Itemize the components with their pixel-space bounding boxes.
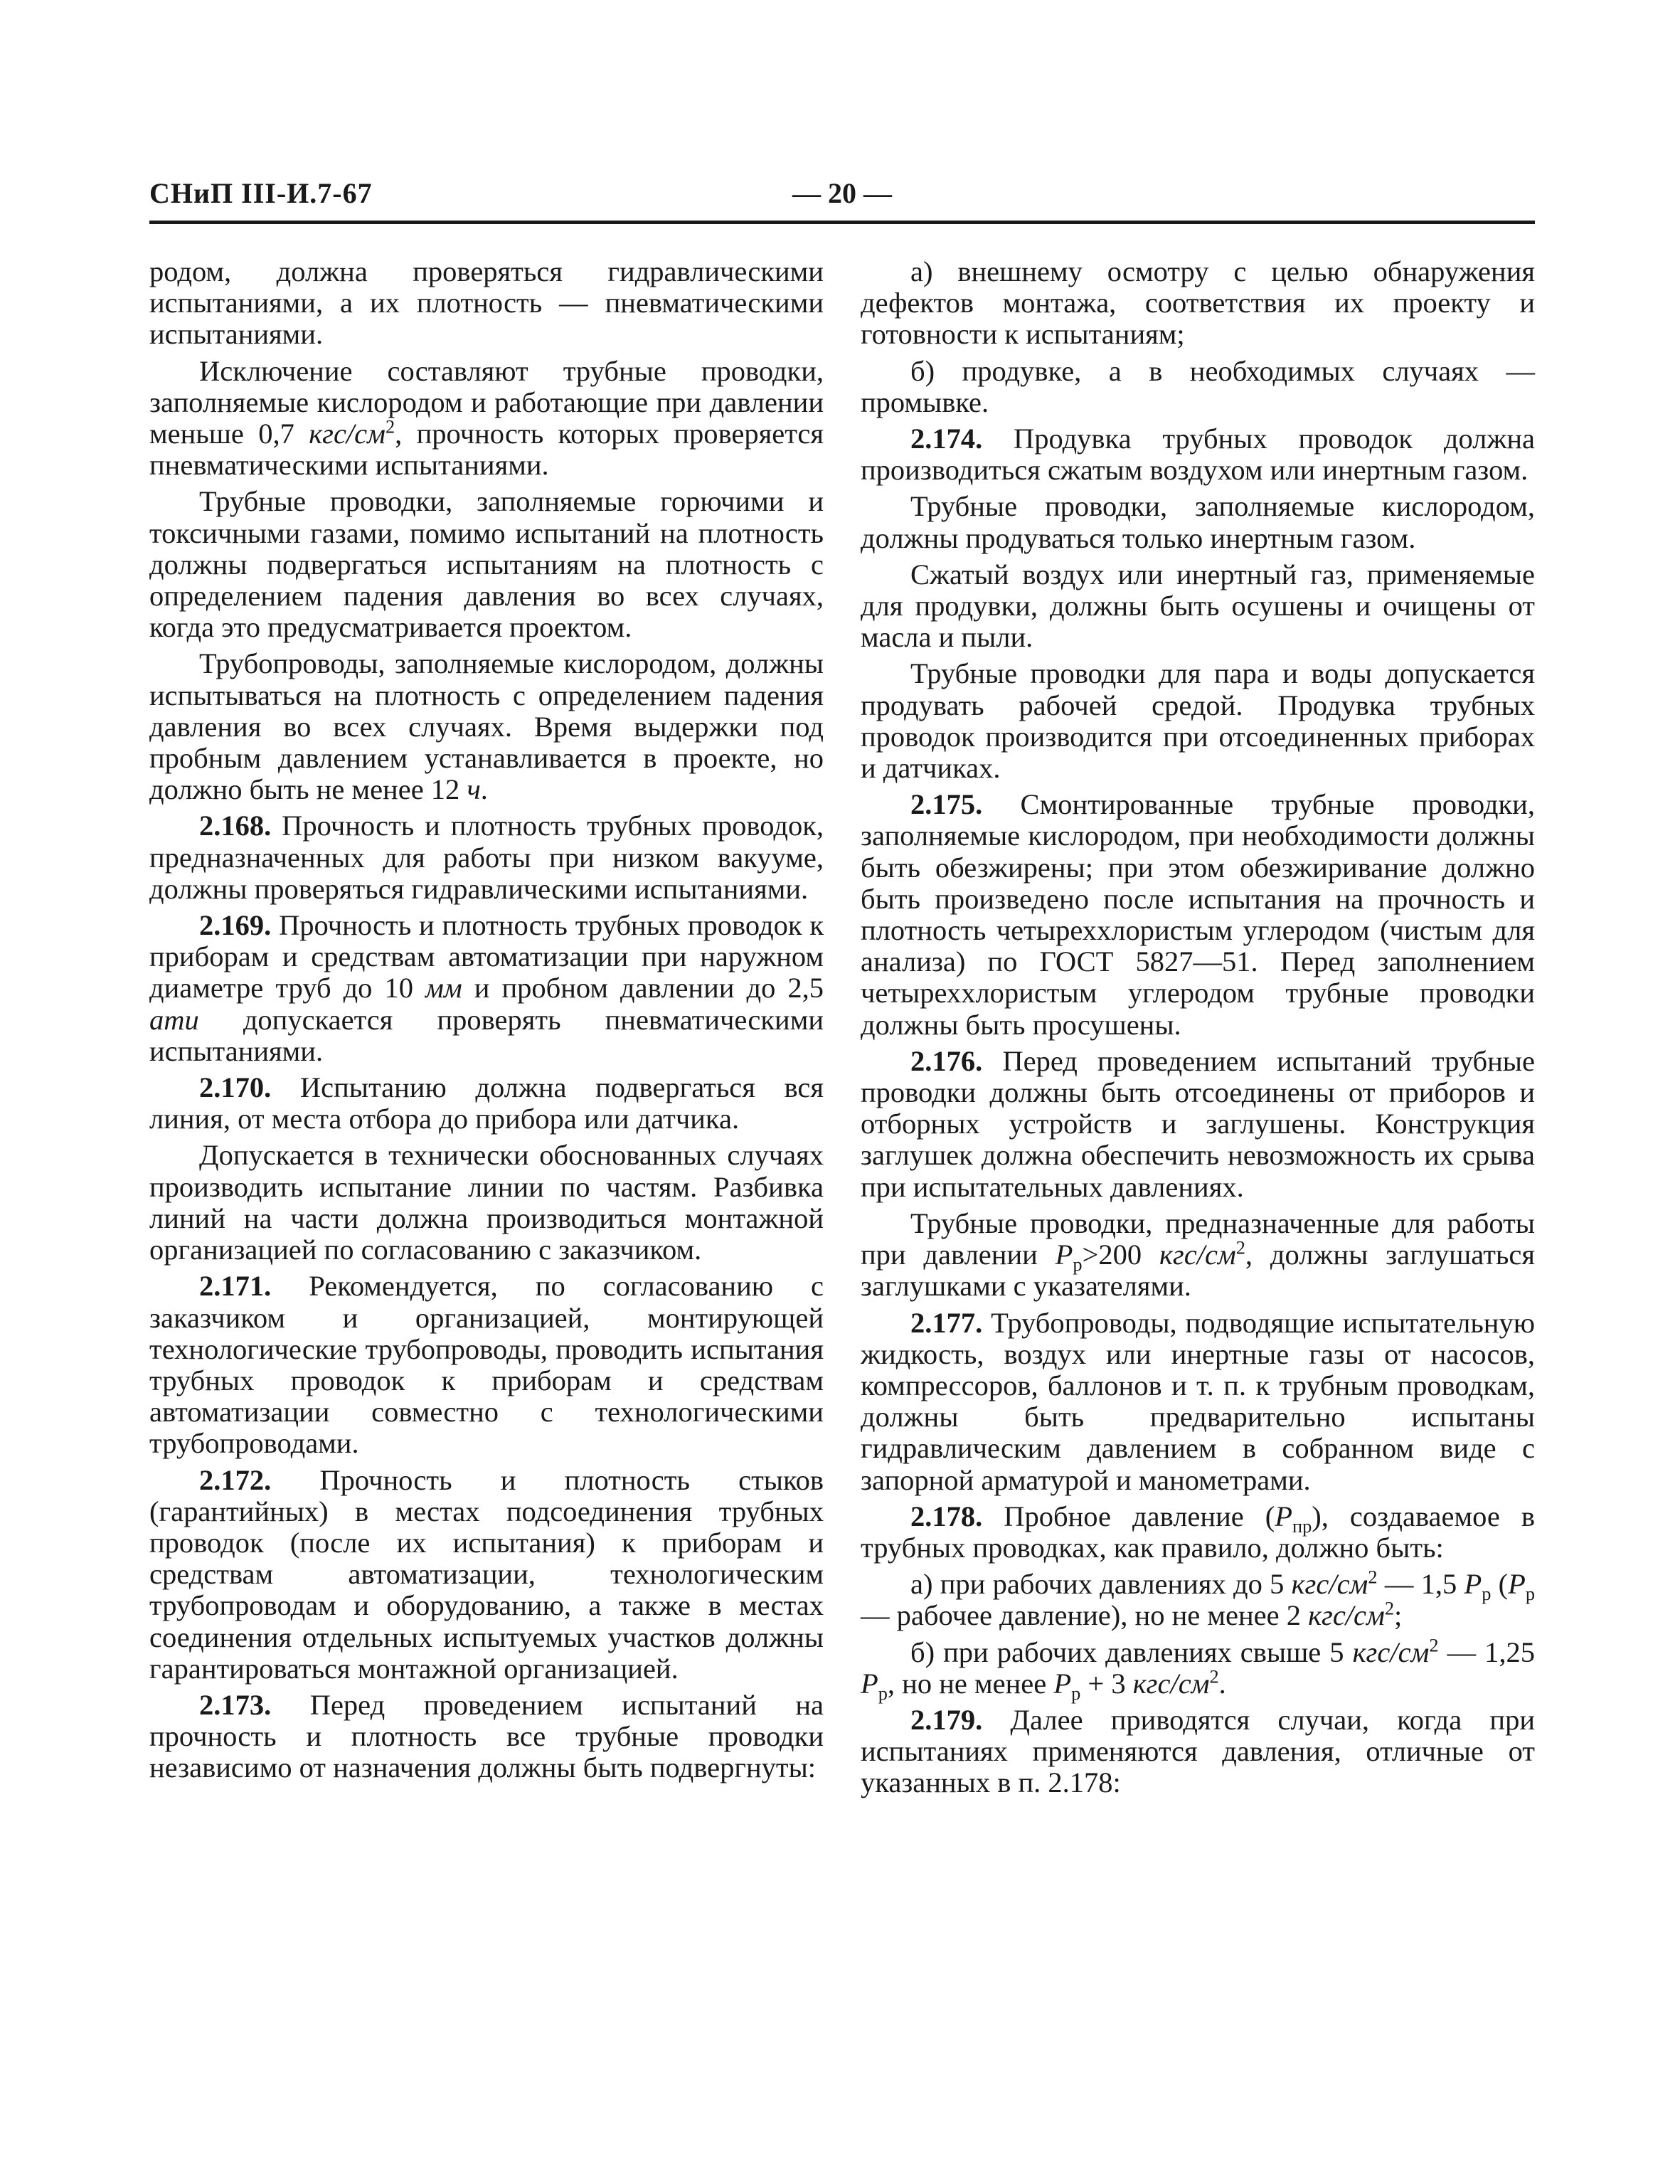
section-2-170: 2.170. Испытанию должна подвергаться вся линия, от места отбора до прибора или датчика. [149, 1071, 824, 1135]
section-2-175: 2.175. Смонтированные трубные проводки, заполняемые кислородом, при необходимости должны быть обезжирены; при этом обезжиривание должно быть произведено после испытания на прочность и плотность четыреххлористым углеродом (чистым для анализа) по ГОСТ 5827—51. Перед заполнением четыреххлористым углеродом трубные проводки должны быть просушены. [861, 788, 1535, 1041]
page-header [149, 176, 1535, 219]
list-item: а) при рабочих давлениях до 5 кгс/$см^2$ — 1,5 $P_р$ ($P_р$ — рабочее давление), но не менее 2 кгс/$см^2$; [861, 1567, 1536, 1632]
section-number: 2.179. [910, 1703, 983, 1736]
section-number: 2.172. [199, 1463, 272, 1496]
list-item: б) продувке, а в необходимых случаях — промывке. [861, 354, 1535, 418]
paragraph: Трубопроводы, заполняемые кислородом, должны испытываться на плотность с определением падения давления во всех случаях. Время выдержки под пробным давлением устанавливается в проекте, но должно быть не менее 12 ч. [149, 647, 824, 806]
page-number: — 20 — [792, 177, 892, 209]
paragraph: родом, должна проверяться гидравлическими испытаниями, а их плотность — пневматическими испытаниями. [149, 255, 824, 351]
section-number: 2.175. [910, 788, 983, 821]
list-item: б) при рабочих давлениях свыше 5 кгс/$см^2$ — 1,25 $P_р$, но не менее $P_р + 3$ кгс/$см^2$. [861, 1635, 1536, 1704]
paragraph: Трубные проводки, предназначенные для работы при давлении $P_р>200$ кгс/$см^2$, должны заглушаться заглушками с указателями. [861, 1207, 1535, 1303]
section-2-179: 2.179. Далее приводятся случаи, когда при испытаниях применяются давления, отличные от указанных в п. 2.178: [861, 1703, 1535, 1799]
paragraph: Трубные проводки, заполняемые кислородом, должны продуваться только инертным газом. [861, 490, 1535, 554]
section-number: 2.176. [910, 1044, 983, 1077]
section-number: 2.173. [199, 1688, 272, 1721]
section-number: 2.177. [910, 1306, 983, 1339]
left-column [149, 256, 824, 1789]
section-number: 2.178. [910, 1500, 983, 1532]
section-2-171: 2.171. Рекомендуется, по согласованию с заказчиком и организацией, монтирующей технологические трубопроводы, проводить испытания трубных проводок к приборам и средствам автоматизации совместно с технологическими трубопроводами. [149, 1270, 824, 1460]
section-2-174: 2.174. Продувка трубных проводок должна производиться сжатым воздухом или инертным газом. [861, 423, 1535, 487]
section-2-173: 2.173. Перед проведением испытаний на прочность и плотность все трубные проводки независимо от назначения должны быть подвергнуты: [149, 1688, 824, 1784]
section-2-172: 2.172. Прочность и плотность стыков (гарантийных) в местах подсоединения трубных проводок (после их испытания) к приборам и средствам автоматизации, технологическим трубопроводам и оборудованию, а также в местах соединения отдельных испытуемых участков должны гарантироваться монтажной организацией. [149, 1463, 824, 1685]
right-column [861, 256, 1535, 1804]
section-number: 2.174. [910, 423, 983, 455]
section-2-169: 2.169. Прочность и плотность трубных проводок к приборам и средствам автоматизации при наружном диаметре труб до 10 мм и пробном давлении до 2,5 ати допускается проверять пневматическими испытаниями. [149, 909, 824, 1067]
section-2-178: 2.178. Пробное давление $(P_{пр})$, создаваемое в трубных проводках, как правило, должно быть: [861, 1500, 1535, 1564]
header-rule [149, 221, 1535, 224]
section-number: 2.171. [199, 1270, 272, 1303]
paragraph: Трубные проводки, заполняемые горючими и токсичными газами, помимо испытаний на плотность должны подвергаться испытаниям на плотность с определением падения давления во всех случаях, когда это предусматривается проектом. [149, 485, 824, 644]
paragraph: Исключение составляют трубные проводки, заполняемые кислородом и работающие при давлении меньше 0,7 кгс/$см^2$, прочность которых проверяется пневматическими испытаниями. [149, 354, 824, 482]
paragraph: Трубные проводки для пара и воды допускается продувать рабочей средой. Продувка трубных проводок производится при отсоединенных приборах и датчиках. [861, 657, 1535, 785]
section-number: 2.169. [199, 909, 272, 942]
section-number: 2.170. [199, 1071, 272, 1104]
paragraph: Допускается в технически обоснованных случаях производить испытание линии по частям. Разбивка линий на части должна производиться монтажной организацией по согласованию с заказчиком. [149, 1139, 824, 1266]
section-2-176: 2.176. Перед проведением испытаний трубные проводки должны быть отсоединены от приборов и отборных устройств и заглушены. Конструкция заглушек должна обеспечить невозможность их срыва при испытательных давлениях. [861, 1044, 1535, 1203]
section-2-177: 2.177. Трубопроводы, подводящие испытательную жидкость, воздух или инертные газы от насосов, компрессоров, баллонов и т. п. к трубным проводкам, должны быть предварительно испытаны гидравлическим давлением в собранном виде с запорной арматурой и манометрами. [861, 1306, 1535, 1496]
section-number: 2.168. [199, 810, 272, 842]
list-item: а) внешнему осмотру с целью обнаружения дефектов монтажа, соответствия их проекту и готовности к испытаниям; [861, 255, 1535, 351]
paragraph: Сжатый воздух или инертный газ, применяемые для продувки, должны быть осушены и очищены от масла и пыли. [861, 558, 1535, 654]
section-2-168: 2.168. Прочность и плотность трубных проводок, предназначенных для работы при низком вакууме, должны проверяться гидравлическими испытаниями. [149, 810, 824, 905]
document-code: СНиП III-И.7-67 [149, 177, 373, 209]
